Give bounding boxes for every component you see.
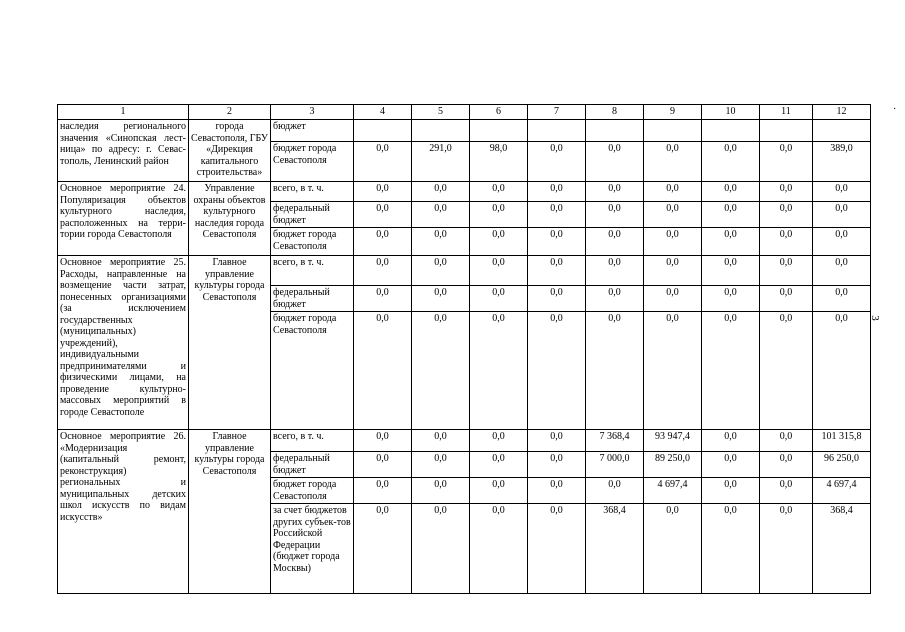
value-cell-col12: 101 315,8	[813, 430, 871, 452]
table-row	[58, 182, 871, 202]
value-cell-col7: 0,0	[528, 286, 586, 312]
value-cell-col10: 0,0	[702, 478, 760, 504]
value-cell-col10: 0,0	[702, 312, 760, 430]
column-number-5: 5	[412, 105, 470, 120]
value-cell-col5	[412, 120, 470, 142]
column-number-10: 10	[702, 105, 760, 120]
value-cell-col12: 96 250,0	[813, 452, 871, 478]
value-cell-col12: 4 697,4	[813, 478, 871, 504]
value-cell-col9: 4 697,4	[644, 478, 702, 504]
value-cell-col7: 0,0	[528, 430, 586, 452]
funding-source-cell: федеральный бюджет	[271, 202, 354, 228]
value-cell-col8	[586, 120, 644, 142]
value-cell-col9: 0,0	[644, 286, 702, 312]
funding-source-cell: федеральный бюджет	[271, 452, 354, 478]
column-number-8: 8	[586, 105, 644, 120]
executor-cell: города Севастополя, ГБУ «Дирекция капитального строительства»	[189, 120, 271, 182]
value-cell-col8: 0,0	[586, 202, 644, 228]
executor-cell: Главное управление культуры города Севастополя	[189, 430, 271, 594]
value-cell-col9: 0,0	[644, 312, 702, 430]
column-number-1: 1	[58, 105, 189, 120]
value-cell-col5: 0,0	[412, 504, 470, 594]
value-cell-col6: 0,0	[470, 228, 528, 256]
value-cell-col11	[760, 120, 813, 142]
value-cell-col4: 0,0	[354, 228, 412, 256]
value-cell-col8: 0,0	[586, 142, 644, 182]
value-cell-col10	[702, 120, 760, 142]
funding-source-cell: всего, в т. ч.	[271, 256, 354, 286]
value-cell-col9: 0,0	[644, 182, 702, 202]
value-cell-col11: 0,0	[760, 182, 813, 202]
value-cell-col7: 0,0	[528, 312, 586, 430]
value-cell-col7: 0,0	[528, 478, 586, 504]
value-cell-col12: 0,0	[813, 182, 871, 202]
value-cell-col11: 0,0	[760, 452, 813, 478]
activity-name-cell: Основное мероприятие 25. Расходы, направленные на возмещение части затрат, понесенных организациями (за исключением государственных (муниципальных) учреждений), индивидуальными предпринимателями и физическими лицами, на проведение культурно-массовых мероприятий в городе Севастополе	[58, 256, 189, 430]
value-cell-col11: 0,0	[760, 142, 813, 182]
value-cell-col5: 0,0	[412, 228, 470, 256]
value-cell-col10: 0,0	[702, 142, 760, 182]
value-cell-col10: 0,0	[702, 256, 760, 286]
value-cell-col11: 0,0	[760, 286, 813, 312]
value-cell-col7: 0,0	[528, 256, 586, 286]
activity-name-cell: Основное мероприятие 26. «Модернизация (капитальный ремонт, реконструкция) региональных и муниципальных детских школ искусств по видам искусств»	[58, 430, 189, 594]
column-number-12: 12	[813, 105, 871, 120]
funding-source-cell: бюджет города Севастополя	[271, 142, 354, 182]
value-cell-col8: 0,0	[586, 182, 644, 202]
table-row	[58, 120, 871, 142]
value-cell-col8: 0,0	[586, 256, 644, 286]
corner-dot: ·	[893, 104, 897, 115]
value-cell-col9: 0,0	[644, 142, 702, 182]
column-number-11: 11	[760, 105, 813, 120]
executor-cell: Управление охраны объектов культурного наследия города Севастополя	[189, 182, 271, 256]
value-cell-col11: 0,0	[760, 478, 813, 504]
funding-source-cell: федеральный бюджет	[271, 286, 354, 312]
value-cell-col6: 0,0	[470, 478, 528, 504]
value-cell-col8: 7 000,0	[586, 452, 644, 478]
side-page-mark: 3	[868, 315, 881, 321]
column-number-7: 7	[528, 105, 586, 120]
value-cell-col4: 0,0	[354, 504, 412, 594]
value-cell-col6: 0,0	[470, 182, 528, 202]
value-cell-col7: 0,0	[528, 182, 586, 202]
value-cell-col9: 89 250,0	[644, 452, 702, 478]
value-cell-col4: 0,0	[354, 202, 412, 228]
value-cell-col5: 0,0	[412, 256, 470, 286]
value-cell-col9: 0,0	[644, 202, 702, 228]
value-cell-col5: 291,0	[412, 142, 470, 182]
value-cell-col5: 0,0	[412, 478, 470, 504]
column-number-9: 9	[644, 105, 702, 120]
value-cell-col6: 98,0	[470, 142, 528, 182]
value-cell-col9: 0,0	[644, 228, 702, 256]
column-number-3: 3	[271, 105, 354, 120]
value-cell-col5: 0,0	[412, 182, 470, 202]
funding-source-cell: бюджет города Севастополя	[271, 478, 354, 504]
value-cell-col6: 0,0	[470, 286, 528, 312]
value-cell-col6: 0,0	[470, 202, 528, 228]
table-body	[58, 105, 871, 594]
value-cell-col10: 0,0	[702, 286, 760, 312]
value-cell-col6: 0,0	[470, 504, 528, 594]
value-cell-col8: 368,4	[586, 504, 644, 594]
value-cell-col6: 0,0	[470, 256, 528, 286]
value-cell-col5: 0,0	[412, 452, 470, 478]
value-cell-col10: 0,0	[702, 452, 760, 478]
value-cell-col7: 0,0	[528, 202, 586, 228]
value-cell-col5: 0,0	[412, 312, 470, 430]
activity-name-cell: Основное мероприятие 24. Популяризация объектов культурного наследия, расположенных на терри-тории города Севастополя	[58, 182, 189, 256]
funding-source-cell: всего, в т. ч.	[271, 182, 354, 202]
value-cell-col11: 0,0	[760, 312, 813, 430]
value-cell-col8: 0,0	[586, 228, 644, 256]
value-cell-col12: 0,0	[813, 228, 871, 256]
value-cell-col8: 7 368,4	[586, 430, 644, 452]
value-cell-col11: 0,0	[760, 228, 813, 256]
value-cell-col10: 0,0	[702, 182, 760, 202]
value-cell-col9: 0,0	[644, 504, 702, 594]
value-cell-col8: 0,0	[586, 478, 644, 504]
value-cell-col12: 0,0	[813, 256, 871, 286]
value-cell-col9: 93 947,4	[644, 430, 702, 452]
funding-source-cell: бюджет	[271, 120, 354, 142]
value-cell-col10: 0,0	[702, 504, 760, 594]
value-cell-col6	[470, 120, 528, 142]
value-cell-col7: 0,0	[528, 142, 586, 182]
value-cell-col9: 0,0	[644, 256, 702, 286]
budget-table	[57, 104, 871, 594]
value-cell-col6: 0,0	[470, 430, 528, 452]
funding-source-cell: за счет бюджетов других субъек-тов Российской Федерации (бюджет города Москвы)	[271, 504, 354, 594]
value-cell-col12	[813, 120, 871, 142]
funding-source-cell: бюджет города Севастополя	[271, 312, 354, 430]
executor-cell: Главное управление культуры города Севастополя	[189, 256, 271, 430]
activity-name-cell: наследия регионального значения «Синопская лест-ница» по адресу: г. Севас-тополь, Ленинский район	[58, 120, 189, 182]
value-cell-col7: 0,0	[528, 452, 586, 478]
value-cell-col4: 0,0	[354, 312, 412, 430]
value-cell-col4	[354, 120, 412, 142]
table-row	[58, 256, 871, 286]
value-cell-col4: 0,0	[354, 430, 412, 452]
value-cell-col4: 0,0	[354, 286, 412, 312]
value-cell-col10: 0,0	[702, 228, 760, 256]
value-cell-col5: 0,0	[412, 286, 470, 312]
value-cell-col10: 0,0	[702, 202, 760, 228]
value-cell-col6: 0,0	[470, 312, 528, 430]
value-cell-col12: 368,4	[813, 504, 871, 594]
value-cell-col4: 0,0	[354, 478, 412, 504]
value-cell-col4: 0,0	[354, 256, 412, 286]
value-cell-col5: 0,0	[412, 430, 470, 452]
value-cell-col12: 389,0	[813, 142, 871, 182]
funding-source-cell: бюджет города Севастополя	[271, 228, 354, 256]
value-cell-col11: 0,0	[760, 504, 813, 594]
value-cell-col11: 0,0	[760, 202, 813, 228]
value-cell-col4: 0,0	[354, 182, 412, 202]
column-number-2: 2	[189, 105, 271, 120]
column-number-6: 6	[470, 105, 528, 120]
value-cell-col11: 0,0	[760, 430, 813, 452]
value-cell-col10: 0,0	[702, 430, 760, 452]
value-cell-col5: 0,0	[412, 202, 470, 228]
funding-source-cell: всего, в т. ч.	[271, 430, 354, 452]
value-cell-col8: 0,0	[586, 312, 644, 430]
value-cell-col7	[528, 120, 586, 142]
value-cell-col7: 0,0	[528, 228, 586, 256]
column-number-row	[58, 105, 871, 120]
column-number-4: 4	[354, 105, 412, 120]
value-cell-col12: 0,0	[813, 202, 871, 228]
value-cell-col6: 0,0	[470, 452, 528, 478]
value-cell-col12: 0,0	[813, 286, 871, 312]
value-cell-col12: 0,0	[813, 312, 871, 430]
value-cell-col11: 0,0	[760, 256, 813, 286]
table-row	[58, 430, 871, 452]
value-cell-col4: 0,0	[354, 142, 412, 182]
value-cell-col4: 0,0	[354, 452, 412, 478]
value-cell-col9	[644, 120, 702, 142]
value-cell-col8: 0,0	[586, 286, 644, 312]
value-cell-col7: 0,0	[528, 504, 586, 594]
